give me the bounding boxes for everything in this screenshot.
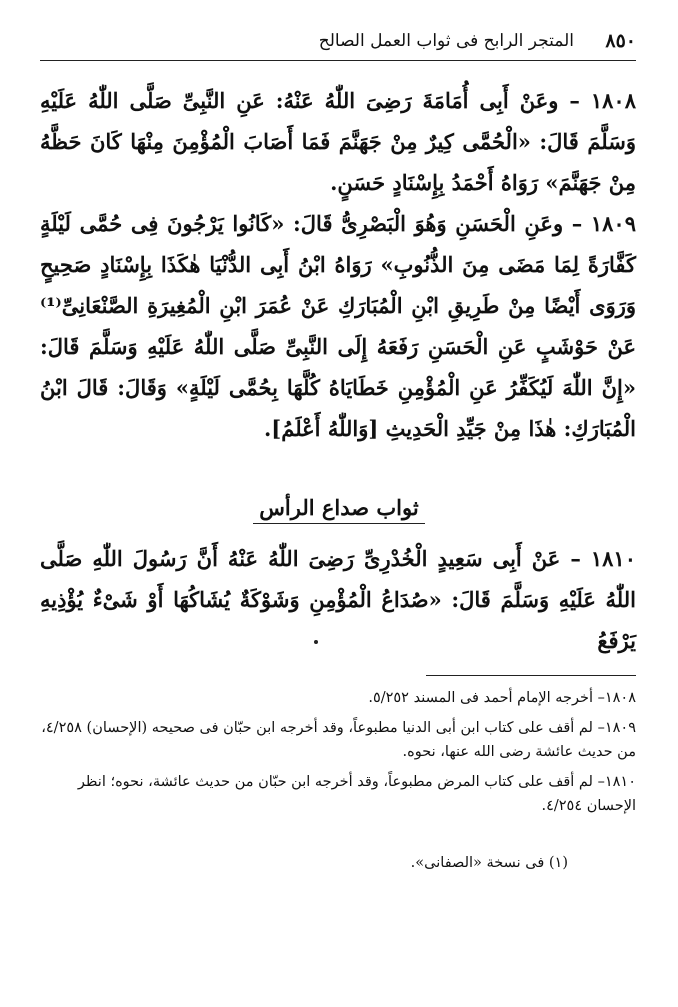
running-title: المتجر الرابح فى ثواب العمل الصالح [318,31,574,51]
footnotes [40,686,636,824]
footnote-divider [426,675,636,676]
main-text-continued [40,538,636,661]
hadith-1810: ١٨١٠ – عَنْ أَبِى سَعِيدٍ الْخُدْرِىِّ رَضِىَ اللّٰهُ عَنْهُ أَنَّ رَسُولَ اللّٰهِ صَلَّى اللّٰهُ عَلَيْهِ وَسَلَّمَ قَالَ: «صُدَاعُ الْمُؤْمِنِ وَشَوْكَةٌ يُشَاكُهَا أَوْ شَىْءٌ يُؤْذِيهِ يَرْفَعُ [40,546,636,653]
footnote-1808: ١٨٠٨– أخرجه الإمام أحمد فى المسند ٥/٢٥٢. [368,690,636,706]
variant-note: (١) فى نسخة «الصفانى». [410,855,568,871]
footnote-1810: ١٨١٠– لم أقف على كتاب المرض مطبوعاً، وقد أخرجه ابن حبّان من حديث عائشة، نحوه؛ انظر الإحسان ٤/٢٥٤. [77,774,636,814]
section-heading [0,495,678,524]
page-mark [314,640,318,644]
main-text [40,80,636,449]
hadith-1809: ١٨٠٩ – وعَنِ الْحَسَنِ وَهُوَ الْبَصْرِىُّ قَالَ: «كَانُوا يَرْجُونَ فِى حُمَّى لَيْلَةٍ كَفَّارَةً لِمَا مَضَى مِنَ الذُّنُوبِ» رَوَاهُ ابْنُ أَبِى الدُّنْيَا هٰكَذَا بِإِسْنَادٍ صَحِيحٍ وَرَوَى أَيْضًا مِنْ طَرِيقِ ابْنِ الْمُبَارَكِ عَنْ عُمَرَ ابْنِ الْمُغِيرَةِ الصَّنْعَانِىِّ⁽¹⁾ عَنْ حَوْشَبٍ عَنِ الْحَسَنِ رَفَعَهُ إِلَى النَّبِىِّ صَلَّى اللّٰهُ عَلَيْهِ وَسَلَّمَ قَالَ: «إِنَّ اللّٰهَ لَيُكَفِّرُ عَنِ الْمُؤْمِنِ خَطَايَاهُ كُلَّهَا بِحُمَّى لَيْلَةٍ» وَقَالَ: قَالَ ابْنُ الْمُبَارَكِ: هٰذَا مِنْ جَيِّدِ الْحَدِيثِ [وَاللّٰهُ أَعْلَمُ]. [40,211,636,441]
section-title: ثواب صداع الرأس [253,495,424,524]
hadith-1808: ١٨٠٨ – وعَنْ أَبِى أُمَامَةَ رَضِىَ اللّٰهُ عَنْهُ: عَنِ النَّبِىِّ صَلَّى اللّٰهُ عَلَيْهِ وَسَلَّمَ قَالَ: «الْحُمَّى كِيرٌ مِنْ جَهَنَّمَ فَمَا أَصَابَ الْمُؤْمِنَ مِنْهَا كَانَ حَظَّهُ مِنْ جَهَنَّمَ» رَوَاهُ أَحْمَدُ بِإِسْنَادٍ حَسَنٍ. [40,88,636,195]
page-number: ٨٥٠ [605,30,636,52]
page-header [40,30,636,61]
footnote-1809: ١٨٠٩– لم أقف على كتاب ابن أبى الدنيا مطبوعاً، وقد أخرجه ابن حبّان فى صحيحه (الإحسان) ٤/٢٥٨، من حديث عائشة رضى الله عنها، نحوه. [41,720,636,760]
